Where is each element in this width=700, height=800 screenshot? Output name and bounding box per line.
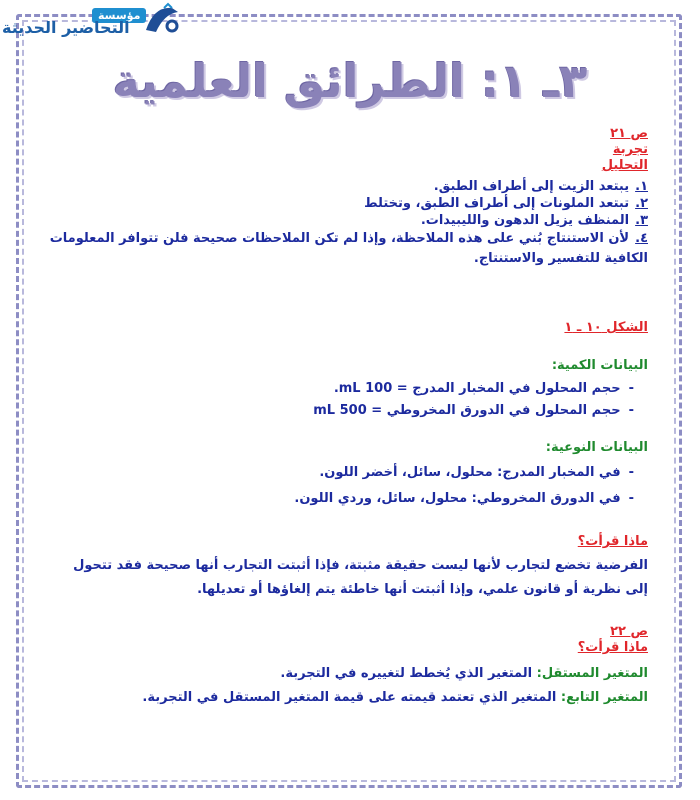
bullet: - — [628, 403, 634, 418]
bullet: - — [628, 491, 634, 506]
qualitative-item — [48, 486, 648, 512]
page-ref-22: ص ٢٢ — [610, 624, 648, 639]
publisher-logo — [0, 0, 182, 44]
quantitative-item — [48, 378, 648, 400]
what-read-heading: ماذا قرأت؟ — [577, 534, 648, 549]
section-analysis — [48, 126, 648, 269]
item-number: ١. — [635, 179, 648, 194]
item-number: ٣. — [635, 213, 648, 228]
item-text: يبتعد الزيت إلى أطراف الطبق. — [433, 179, 630, 194]
item-text: لأن الاستنتاج بُني على هذه الملاحظة، وإذا لم تكن الملاحظات صحيحة فلن تتوافر المعلومات الكافية للتفسير والاستنتاج. — [49, 231, 648, 266]
independent-label: المتغير المستقل: — [536, 666, 648, 681]
experiment-heading: تجربة — [612, 142, 648, 157]
quantitative-item — [48, 400, 648, 422]
qualitative-heading: البيانات النوعية: — [545, 440, 648, 455]
quantitative-text: حجم المحلول في المخبار المدرج = 100 mL. — [333, 381, 621, 396]
analysis-item — [48, 178, 648, 195]
independent-variable-row — [48, 662, 648, 686]
quantitative-heading: البيانات الكمية: — [551, 358, 648, 373]
dependent-variable-row — [48, 686, 648, 710]
what-read-text: الفرضية تخضع لتجارب لأنها ليست حقيقة مثبتة، فإذا أثبتت التجارب أنها صحيحة فقد تتحول إلى نظرية أو قانون علمي، وإذا أثبتت أنها خاطئة يتم إلغاؤها أو تعديلها. — [73, 558, 648, 597]
bullet: - — [628, 465, 634, 480]
item-text: تبتعد الملونات إلى أطراف الطبق، وتختلط — [364, 196, 630, 211]
dependent-text: المتغير الذي تعتمد قيمته على قيمة المتغير المستقل في التجربة. — [142, 690, 557, 705]
page-ref-21: ص ٢١ — [610, 126, 648, 141]
dependent-label: المتغير التابع: — [560, 690, 648, 705]
analysis-item — [48, 229, 648, 269]
qualitative-item — [48, 460, 648, 486]
analysis-item — [48, 212, 648, 229]
item-text: المنظف يزيل الدهون والليبيدات. — [420, 213, 630, 228]
logo-top-text: مؤسسة — [92, 8, 146, 23]
item-number: ٢. — [635, 196, 648, 211]
page-title: ٣ـ ١: الطرائق العلمية — [112, 54, 588, 108]
section-variables — [48, 624, 648, 710]
book-logo-icon — [142, 2, 182, 38]
section-what-read-1 — [48, 534, 648, 602]
what-read-heading-2: ماذا قرأت؟ — [577, 640, 648, 655]
item-number: ٤. — [635, 231, 648, 246]
bullet: - — [628, 381, 634, 396]
quantitative-text: حجم المحلول في الدورق المخروطي = 500 mL — [313, 403, 621, 418]
figure-label: الشكل ١٠ ـ ١ — [564, 320, 648, 335]
qualitative-text: في المخبار المدرج: محلول، سائل، أخضر اللون. — [319, 465, 621, 480]
section-figure — [48, 320, 648, 512]
analysis-heading: التحليل — [601, 158, 648, 173]
independent-text: المتغير الذي يُخطط لتغييره في التجربة. — [280, 666, 533, 681]
analysis-item — [48, 195, 648, 212]
logo-main-text: التحاضير الحديثة — [2, 18, 130, 37]
qualitative-text: في الدورق المخروطي: محلول، سائل، وردي اللون. — [294, 491, 621, 506]
